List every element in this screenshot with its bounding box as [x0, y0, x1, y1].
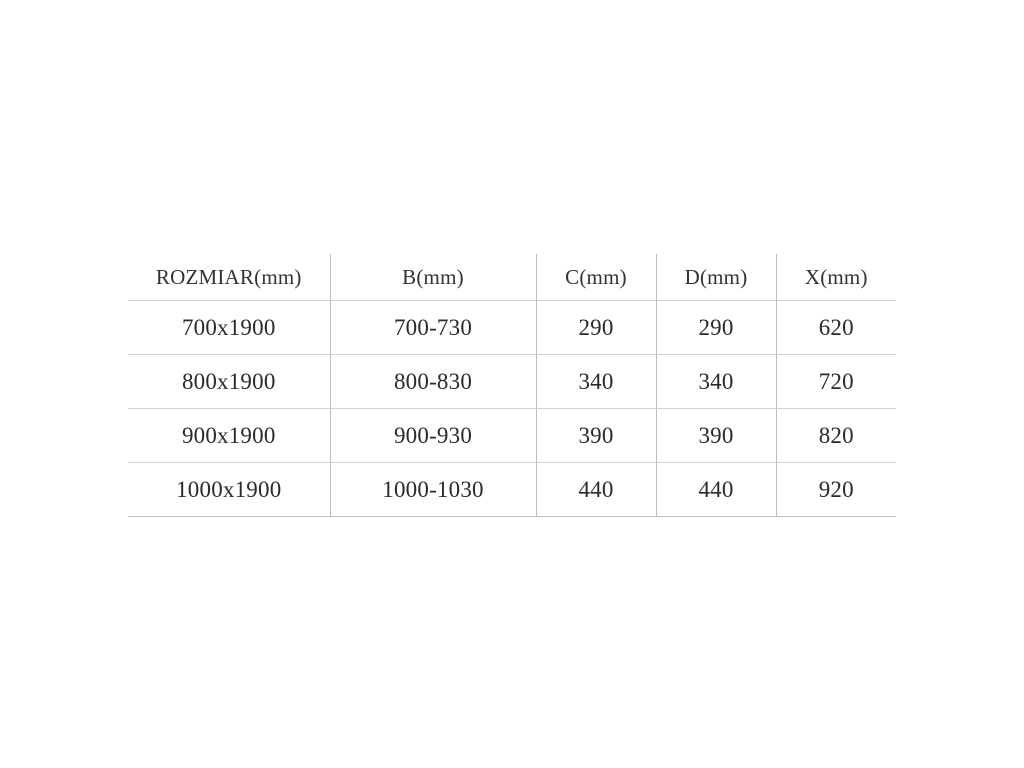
- cell-b: 800-830: [330, 355, 536, 409]
- cell-size: 900x1900: [128, 409, 330, 463]
- cell-x: 920: [776, 463, 896, 517]
- table-row: [128, 301, 896, 355]
- column-header-d: D(mm): [656, 254, 776, 301]
- cell-d: 340: [656, 355, 776, 409]
- column-header-b: B(mm): [330, 254, 536, 301]
- header-row: [128, 254, 896, 301]
- cell-x: 720: [776, 355, 896, 409]
- column-header-size: ROZMIAR(mm): [128, 254, 330, 301]
- table-body: [128, 301, 896, 517]
- cell-b: 700-730: [330, 301, 536, 355]
- cell-c: 440: [536, 463, 656, 517]
- table-row: [128, 355, 896, 409]
- table-header: [128, 254, 896, 301]
- cell-c: 340: [536, 355, 656, 409]
- cell-size: 1000x1900: [128, 463, 330, 517]
- cell-size: 700x1900: [128, 301, 330, 355]
- cell-b: 1000-1030: [330, 463, 536, 517]
- cell-d: 390: [656, 409, 776, 463]
- dimensions-table: [128, 254, 896, 517]
- table-row: [128, 463, 896, 517]
- cell-b: 900-930: [330, 409, 536, 463]
- cell-d: 290: [656, 301, 776, 355]
- cell-d: 440: [656, 463, 776, 517]
- cell-x: 820: [776, 409, 896, 463]
- column-header-c: C(mm): [536, 254, 656, 301]
- cell-x: 620: [776, 301, 896, 355]
- cell-size: 800x1900: [128, 355, 330, 409]
- cell-c: 390: [536, 409, 656, 463]
- cell-c: 290: [536, 301, 656, 355]
- column-header-x: X(mm): [776, 254, 896, 301]
- table-row: [128, 409, 896, 463]
